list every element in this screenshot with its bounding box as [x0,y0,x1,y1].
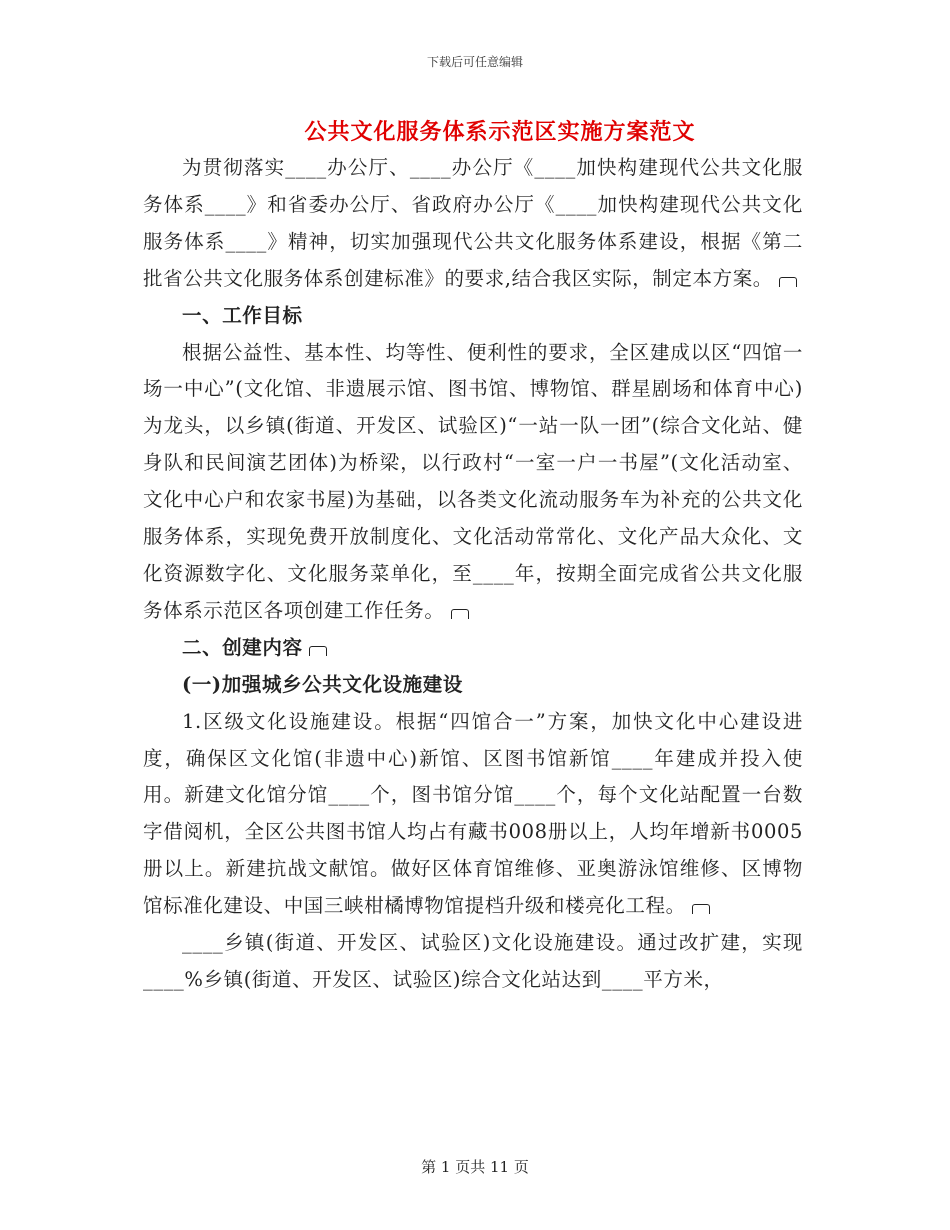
goals-paragraph [143,335,803,630]
intro-paragraph [143,150,803,298]
intro-text: 为贯彻落实____办公厅、____办公厅《____加快构建现代公共文化服务体系____》和省委办公厅、省政府办公厅《____加快构建现代公共文化服务体系____》精神，切实加强现代公共文化服务体系建设，根据《第二批省公共文化服务体系创建标准》的要求,结合我区实际，制定本方案。 [143,156,803,290]
item-district-facilities [143,704,803,925]
paragraph-mark-icon [779,277,797,287]
item-district-text: 1.区级文化设施建设。根据“四馆合一”方案，加快文化中心建设进度，确保区文化馆(非遗中心)新馆、区图书馆新馆____年建成并投入使用。新建文化馆分馆____个，图书馆分馆____个，每个文化站配置一台数字借阅机，全区公共图书馆人均占有藏书008册以上，人均年增新书0005册以上。新建抗战文献馆。做好区体育馆维修、亚奥游泳馆维修、区博物馆标准化建设、中国三峡柑橘博物馆提档升级和楼亮化工程。 [143,709,803,918]
paragraph-mark-icon [692,904,710,914]
document-body [143,150,803,999]
paragraph-mark-icon [451,609,469,619]
document-title: 公共文化服务体系示范区实施方案范文 [304,119,696,145]
paragraph-mark-icon [309,646,327,656]
page-footer: 第 1 页共 11 页 [421,1158,529,1176]
goals-text: 根据公益性、基本性、均等性、便利性的要求，全区建成以区“四馆一场一中心”(文化馆、非遗展示馆、图书馆、博物馆、群星剧场和体育中心)为龙头，以乡镇(街道、开发区、试验区)“一站一队一团”(综合文化站、健身队和民间演艺团体)为桥梁，以行政村“一室一户一书屋”(文化活动室、文化中心户和农家书屋)为基础，以各类文化流动服务车为补充的公共文化服务体系，实现免费开放制度化、文化活动常常化、文化产品大众化、文化资源数字化、文化服务菜单化，至____年，按期全面完成省公共文化服务体系示范区各项创建工作任务。 [143,340,803,622]
section-heading-goals: 一、工作目标 [182,303,303,327]
header-note: 下载后可任意编辑 [426,55,523,69]
item-township-facilities: ____乡镇(街道、开发区、试验区)文化设施建设。通过改扩建，实现____%乡镇(街道、开发区、试验区)综合文化站达到____平方米， [143,931,803,991]
section-heading-content: 二、创建内容 [143,630,803,667]
sub-heading-facilities: (一)加强城乡公共文化设施建设 [182,672,463,696]
